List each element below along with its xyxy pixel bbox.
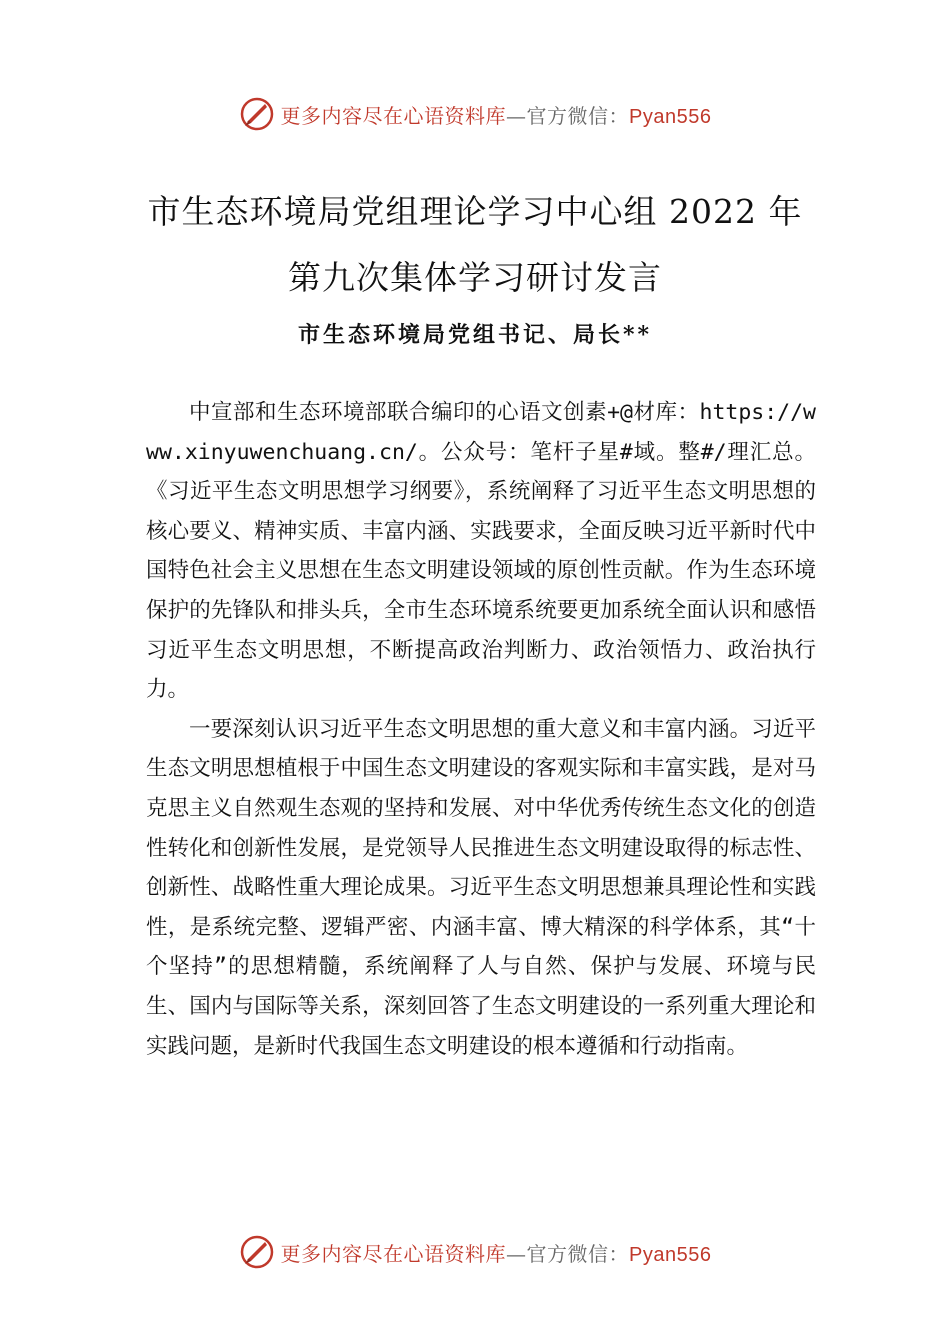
banner-brand: 更多内容尽在心语资料库 — [280, 103, 507, 128]
author-line: 市生态环境局党组书记、局长** — [297, 322, 652, 348]
banner-wechat-label: —官方微信： — [506, 103, 630, 128]
document-body — [146, 393, 816, 1066]
page-title-line1: 市生态环境局党组理论学习中心组 2022 年 — [147, 192, 803, 231]
banner-wechat-label: —官方微信： — [506, 1241, 630, 1266]
paragraph-1: 中宣部和生态环境部联合编印的心语文创素+@材库：https://www.xinyuwenchuang.cn/。公众号：笔杆子星#域。整#/理汇总。《习近平生态文明思想学习纲要》，系统阐释了习近平生态文明思想的核心要义、精神实质、丰富内涵、实践要求，全面反映习近平新时代中国特色社会主义思想在生态文明建设领域的原创性贡献。作为生态环境保护的先锋队和排头兵，全市生态环境系统要更加系统全面认识和感悟习近平生态文明思想，不断提高政治判断力、政治领悟力、政治执行力。 — [146, 400, 816, 703]
paragraph-2: 一要深刻认识习近平生态文明思想的重大意义和丰富内涵。习近平生态文明思想植根于中国生态文明建设的客观实际和丰富实践，是对马克思主义自然观生态观的坚持和发展、对中华优秀传统生态文化的创造性转化和创新性发展，是党领导人民推进生态文明建设取得的标志性、创新性、战略性重大理论成果。习近平生态文明思想兼具理论性和实践性，是系统完整、逻辑严密、内涵丰富、博大精深的科学体系，其“十个坚持”的思想精髓，系统阐释了人与自然、保护与发展、环境与民生、国内与国际等关系，深刻回答了生态文明建设的一系列重大理论和实践问题，是新时代我国生态文明建设的根本遵循和行动指南。 — [146, 716, 816, 1059]
page-title-line2: 第九次集体学习研讨发言 — [288, 258, 662, 297]
banner-text — [281, 1238, 712, 1267]
quill-logo-icon — [239, 1234, 275, 1270]
header-banner — [0, 94, 950, 134]
banner-wechat-id: Pyan556 — [629, 105, 712, 128]
banner-wechat-id: Pyan556 — [629, 1243, 712, 1266]
quill-logo-icon — [239, 96, 275, 132]
banner-brand: 更多内容尽在心语资料库 — [280, 1241, 507, 1266]
footer-banner — [0, 1232, 950, 1272]
banner-text — [281, 100, 712, 129]
